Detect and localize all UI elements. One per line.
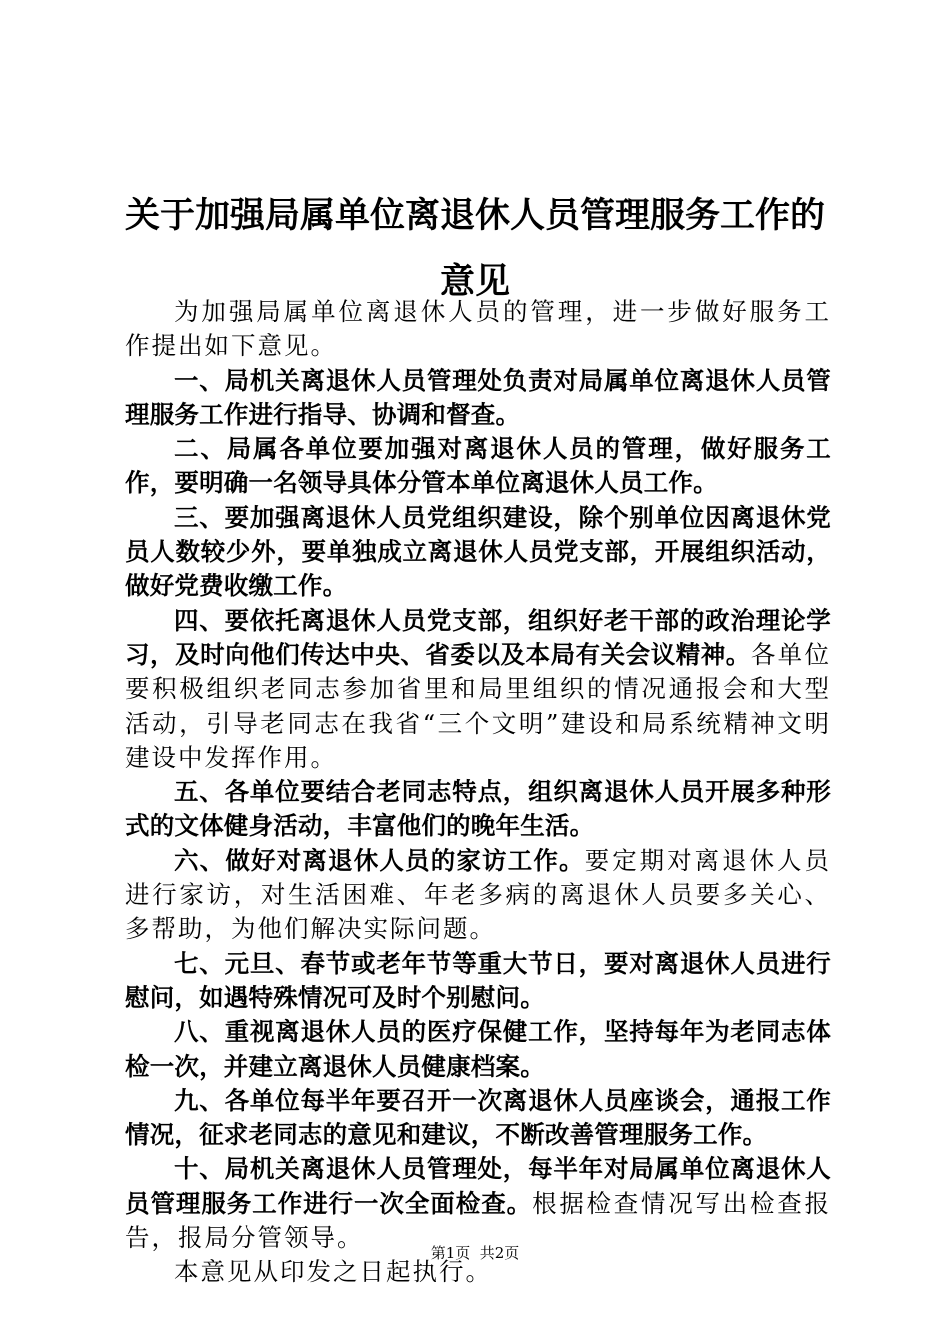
paragraph-item-4 xyxy=(125,604,831,775)
paragraph-text: 根据检查情况写出检查报告，报局分管领导。 xyxy=(125,1188,831,1253)
paragraph-intro xyxy=(125,295,831,364)
page-number-label: 第1页 共2页 xyxy=(430,1244,520,1262)
paragraph-item-3 xyxy=(125,501,831,604)
paragraph-bold-text: 一、局机关离退休人员管理处负责对局属单位离退休人员管理服务工作进行指导、协调和督查。 xyxy=(125,365,831,429)
paragraph-item-5 xyxy=(125,775,831,844)
paragraph-bold-text: 二、局属各单位要加强对离退休人员的管理，做好服务工作，要明确一名领导具体分管本单位离退休人员工作。 xyxy=(125,434,831,498)
paragraph-text: 本意见从印发之日起执行。 xyxy=(174,1257,492,1287)
paragraph-bold-text: 三、要加强离退休人员党组织建设，除个别单位因离退休党员人数较少外，要单独成立离退休人员党支部，开展组织活动，做好党费收缴工作。 xyxy=(125,502,831,601)
paragraph-item-6 xyxy=(125,844,831,947)
paragraph-bold-text: 五、各单位要结合老同志特点，组织离退休人员开展多种形式的文体健身活动，丰富他们的晚年生活。 xyxy=(125,777,831,841)
paragraph-item-1 xyxy=(125,364,831,433)
paragraph-bold-text: 七、元旦、春节或老年节等重大节日，要对离退休人员进行慰问，如遇特殊情况可及时个别慰问。 xyxy=(125,948,831,1012)
paragraph-bold-text: 九、各单位每半年要召开一次离退休人员座谈会，通报工作情况，征求老同志的意见和建议，不断改善管理服务工作。 xyxy=(125,1085,831,1150)
paragraph-text: 各单位要积极组织老同志参加省里和局里组织的情况通报会和大型活动，引导老同志在我省“三个文明”建设和局系统精神文明建设中发挥作用。 xyxy=(125,639,832,772)
paragraph-item-7 xyxy=(125,947,831,1016)
paragraph-bold-text: 四、要依托离退休人员党支部，组织好老干部的政治理论学习，及时向他们传达中央、省委以及本局有关会议精神。 xyxy=(125,605,831,669)
paragraph-item-10 xyxy=(125,1152,831,1255)
paragraph-text: 为加强局属单位离退休人员的管理，进一步做好服务工作提出如下意见。 xyxy=(125,297,831,361)
page-footer xyxy=(0,1243,950,1263)
paragraph-item-8 xyxy=(125,1015,831,1084)
paragraph-item-9 xyxy=(125,1084,831,1153)
document-body xyxy=(125,295,831,1290)
paragraph-bold-text: 八、重视离退休人员的医疗保健工作，坚持每年为老同志体检一次，并建立离退休人员健康档案。 xyxy=(125,1017,831,1081)
document-title: 关于加强局属单位离退休人员管理服务工作的意见 xyxy=(124,195,825,302)
paragraph-bold-text: 十、局机关离退休人员管理处，每半年对局属单位离退休人员管理服务工作进行一次全面检查。 xyxy=(125,1154,831,1218)
paragraph-item-2 xyxy=(125,432,831,501)
paragraph-bold-text: 六、做好对离退休人员的家访工作。 xyxy=(174,845,585,875)
paragraph-text: 要定期对离退休人员进行家访，对生活困难、年老多病的离退休人员要多关心、多帮助，为他们解决实际问题。 xyxy=(125,845,831,944)
